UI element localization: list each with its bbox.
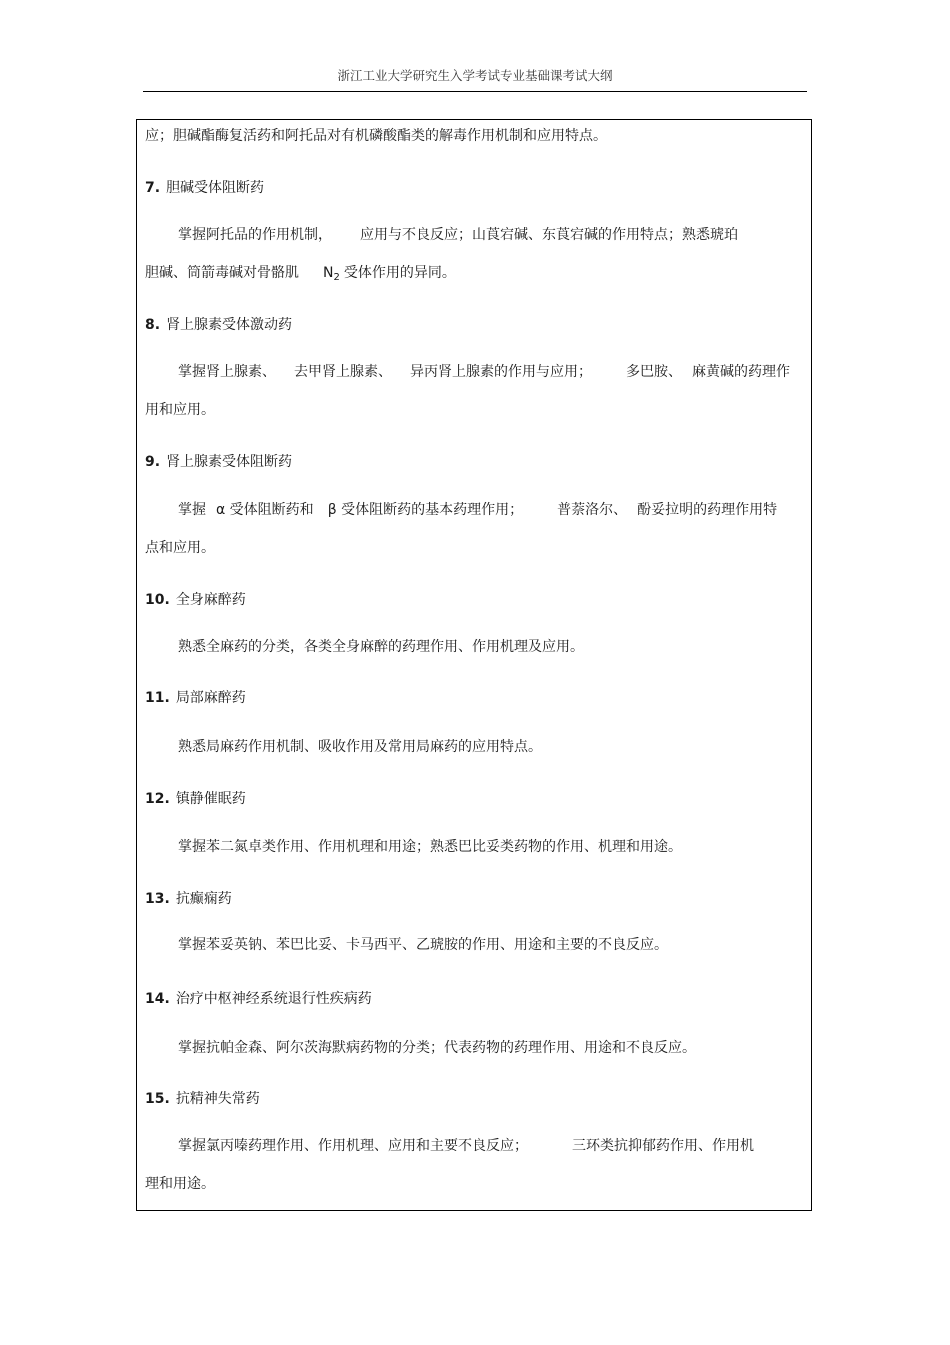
section-13-heading xyxy=(145,890,232,908)
text-segment: 掌握阿托品的作用机制， xyxy=(178,227,332,243)
text-segment: 掌握肾上腺素、 xyxy=(178,364,276,380)
section-9-line-1 xyxy=(178,501,777,519)
section-10-heading xyxy=(145,591,246,609)
text-segment: α 受体阻断药和 xyxy=(216,502,314,518)
section-number: 7. xyxy=(145,180,161,196)
section-7-line-1 xyxy=(178,226,738,244)
section-8-heading xyxy=(145,316,292,334)
section-14-body: 掌握抗帕金森、阿尔茨海默病药物的分类；代表药物的药理作用、用途和不良反应。 xyxy=(178,1040,696,1056)
text-segment: 普萘洛尔、 xyxy=(557,502,628,518)
section-title: 全身麻醉药 xyxy=(175,592,246,608)
page-header-title: 浙江工业大学研究生入学考试专业基础课考试大纲 xyxy=(337,68,613,83)
section-14-heading xyxy=(145,990,372,1008)
section-number: 14. xyxy=(145,991,170,1007)
text-segment: 多巴胺、 xyxy=(626,364,682,380)
section-number: 10. xyxy=(145,592,170,608)
subscript: 2 xyxy=(333,272,340,283)
header-divider xyxy=(143,91,807,92)
text-segment: 掌握氯丙嗪药理作用、作用机理、应用和主要不良反应； xyxy=(178,1138,528,1154)
section-number: 15. xyxy=(145,1091,170,1107)
text-segment: β 受体阻断药的基本药理作用； xyxy=(327,502,524,518)
section-11-heading xyxy=(145,689,246,707)
section-title: 肾上腺素受体阻断药 xyxy=(166,454,293,470)
section-title: 抗癫痫药 xyxy=(175,891,232,907)
section-9-line-2: 点和应用。 xyxy=(145,540,215,556)
section-8-line-1 xyxy=(178,363,790,381)
section-10-body: 熟悉全麻药的分类，各类全身麻醉的药理作用、作用机理及应用。 xyxy=(178,639,584,655)
section-title: 治疗中枢神经系统退行性疾病药 xyxy=(175,991,372,1007)
section-title: 胆碱受体阻断药 xyxy=(166,180,265,196)
section-8-line-2: 用和应用。 xyxy=(145,402,215,418)
section-13-body: 掌握苯妥英钠、苯巴比妥、卡马西平、乙琥胺的作用、用途和主要的不良反应。 xyxy=(178,937,668,953)
text-segment: N xyxy=(323,265,334,281)
text-segment: 受体作用的异同。 xyxy=(343,265,456,281)
section-number: 8. xyxy=(145,317,161,333)
section-15-heading xyxy=(145,1090,260,1108)
text-segment: 三环类抗抑郁药作用、作用机 xyxy=(572,1138,754,1154)
section-11-body: 熟悉局麻药作用机制、吸收作用及常用局麻药的应用特点。 xyxy=(178,739,542,755)
section-15-line-1 xyxy=(178,1137,754,1155)
section-9-heading xyxy=(145,453,292,471)
section-12-heading xyxy=(145,790,246,808)
section-7-heading xyxy=(145,179,264,197)
text-segment: 酚妥拉明的药理作用特 xyxy=(637,502,778,518)
section-number: 13. xyxy=(145,891,170,907)
section-7-line-2 xyxy=(145,264,456,287)
section-15-line-2: 理和用途。 xyxy=(145,1176,215,1192)
text-segment: 胆碱、筒箭毒碱对骨骼肌 xyxy=(145,265,299,281)
section-title: 肾上腺素受体激动药 xyxy=(166,317,293,333)
section-title: 局部麻醉药 xyxy=(175,690,246,706)
section-number: 11. xyxy=(145,690,170,706)
section-number: 12. xyxy=(145,791,170,807)
text-segment: 异丙肾上腺素的作用与应用； xyxy=(410,364,592,380)
continuation-line: 应；胆碱酯酶复活药和阿托品对有机磷酸酯类的解毒作用机制和应用特点。 xyxy=(145,128,607,144)
section-title: 镇静催眠药 xyxy=(175,791,246,807)
text-segment: 麻黄碱的药理作 xyxy=(692,364,790,380)
text-segment: 去甲肾上腺素、 xyxy=(294,364,392,380)
section-12-body: 掌握苯二氮卓类作用、作用机理和用途；熟悉巴比妥类药物的作用、机理和用途。 xyxy=(178,839,682,855)
text-segment: 应用与不良反应；山莨宕碱、东莨宕碱的作用特点；熟悉琥珀 xyxy=(360,227,738,243)
text-segment: 掌握 xyxy=(178,502,206,518)
section-number: 9. xyxy=(145,454,161,470)
section-title: 抗精神失常药 xyxy=(175,1091,260,1107)
